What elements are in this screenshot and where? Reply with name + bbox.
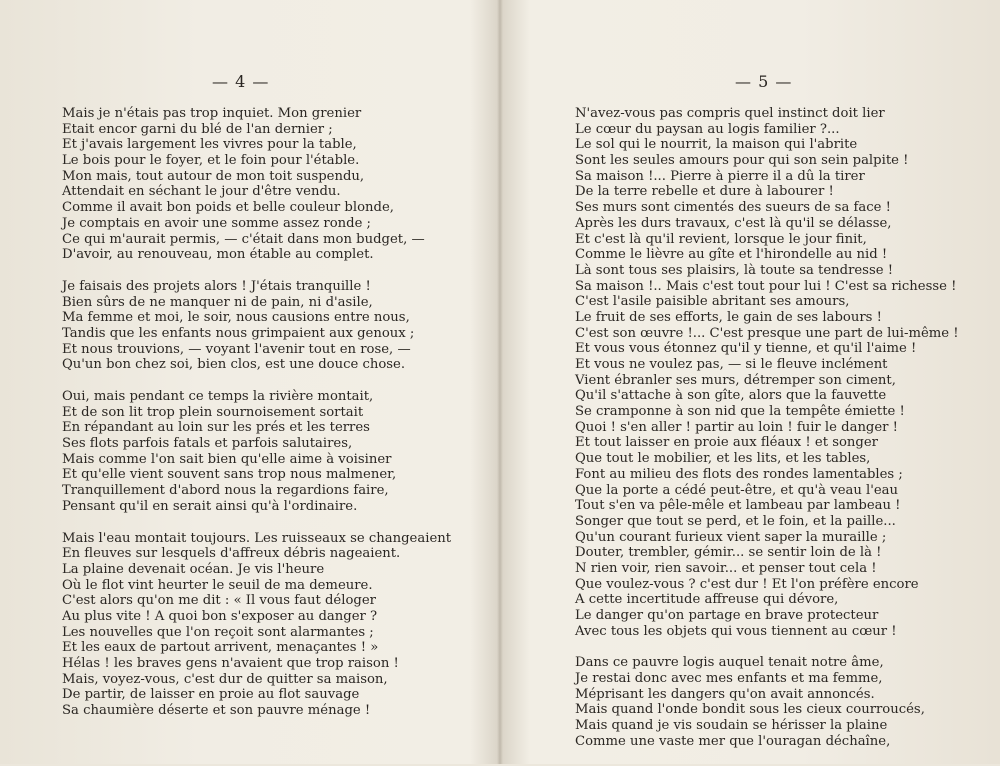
verse-line: Mais quand je vis soudain se hérisser la plaine <box>575 718 888 734</box>
verse-line: Où le flot vint heurter le seuil de ma demeure. <box>62 577 373 593</box>
verse-line: C'est son œuvre !... C'est presque une part de lui-même ! <box>575 325 959 341</box>
verse-line: La plaine devenait océan. Je vis l'heure <box>62 561 325 577</box>
verse-line: Méprisant les dangers qu'on avait annoncés. <box>575 686 875 702</box>
verse-line: N'avez-vous pas compris quel instinct doit lier <box>575 106 885 121</box>
verse-line: Pensant qu'il en serait ainsi qu'à l'ordinaire. <box>62 498 358 514</box>
verse-line: Le sol qui le nourrit, la maison qui l'abrite <box>575 137 858 153</box>
verse-line: Le fruit de ses efforts, le gain de ses labours ! <box>575 309 882 325</box>
verse-line: Je restai donc avec mes enfants et ma femme, <box>575 671 883 687</box>
verse-line: Et vous vous étonnez qu'il y tienne, et qu'il l'aime ! <box>575 341 917 357</box>
verse-line: Douter, trembler, gémir... se sentir loin de là ! <box>575 545 882 561</box>
verse-line: Ses flots parfois fatals et parfois salutaires, <box>62 436 353 452</box>
verse-line: Le danger qu'on partage en brave protecteur <box>575 608 879 623</box>
verse-line: Comme il avait bon poids et belle couleur blonde, <box>62 200 394 216</box>
verse-line: Mais, voyez-vous, c'est dur de quitter sa maison, <box>62 671 388 687</box>
verse-line: Qu'il s'attache à son gîte, alors que la fauvette <box>575 388 887 404</box>
verse-line: Ses murs sont cimentés des sueurs de sa face ! <box>575 200 891 216</box>
verse-line: Et vous ne voulez pas, — si le fleuve inclément <box>575 357 888 372</box>
verse-line: Sont les seules amours pour qui son sein palpite ! <box>575 153 909 169</box>
verse-line: Hélas ! les braves gens n'avaient que trop raison ! <box>62 656 399 671</box>
verse-line: Tandis que les enfants nous grimpaient aux genoux ; <box>62 325 415 341</box>
verse-line: Songer que tout se perd, et le foin, et la paille... <box>575 513 896 529</box>
verse-line: Les nouvelles que l'on reçoit sont alarmantes ; <box>62 624 374 640</box>
verse-line: Qu'un courant furieux vient saper la muraille ; <box>575 529 887 545</box>
stanza <box>62 531 451 719</box>
verse-line: C'est l'asile paisible abritant ses amours, <box>575 294 850 310</box>
verse-line: Bien sûrs de ne manquer ni de pain, ni d'asile, <box>62 294 373 310</box>
verse-line: Mais quand l'onde bondit sous les cieux courroucés, <box>575 702 925 718</box>
verse-line: Attendait en séchant le jour d'être vendu. <box>62 184 341 200</box>
verse-line: Que tout le mobilier, et les lits, et les tables, <box>575 451 871 467</box>
verse-line: Que voulez-vous ? c'est dur ! Et l'on préfère encore <box>575 576 919 592</box>
verse-line: Tranquillement d'abord nous la regardions faire, <box>62 483 389 499</box>
verse-line: Quoi ! s'en aller ! partir au loin ! fuir le danger ! <box>575 419 898 435</box>
verse-line: Et c'est là qu'il revient, lorsque le jour finit, <box>575 231 867 247</box>
verse-line: En fleuves sur lesquels d'affreux débris nageaient. <box>62 546 401 562</box>
verse-line: N rien voir, rien savoir... et penser tout cela ! <box>575 560 877 576</box>
stanza <box>62 106 451 263</box>
verse-line: Et les eaux de partout arrivent, menaçantes ! » <box>62 640 379 656</box>
verse-line: Et nous trouvions, — voyant l'avenir tout en rose, — <box>62 341 411 357</box>
verse-line: Sa maison !... Pierre à pierre il a dû la tirer <box>575 168 865 184</box>
verse-line: En répandant au loin sur les prés et les terres <box>62 420 370 436</box>
verse-line: A cette incertitude affreuse qui dévore, <box>575 592 839 608</box>
stanza <box>62 389 451 515</box>
verse-line: Je comptais en avoir une somme assez ronde ; <box>62 215 372 231</box>
poem-text <box>62 106 451 735</box>
verse-line: Je faisais des projets alors ! J'étais tranquille ! <box>62 278 371 294</box>
verse-line: Et j'avais largement les vivres pour la table, <box>62 137 357 153</box>
verse-line: Sa maison !.. Mais c'est tout pour lui ! C'est sa richesse ! <box>575 278 957 294</box>
verse-line: C'est alors qu'on me dit : « Il vous faut déloger <box>62 593 376 609</box>
poem-text <box>575 106 959 766</box>
verse-line: Comme le lièvre au gîte et l'hirondelle au nid ! <box>575 247 888 263</box>
verse-line: Tout s'en va pêle-mêle et lambeau par lambeau ! <box>575 498 901 514</box>
verse-line: Se cramponne à son nid que la tempête émiette ! <box>575 404 905 420</box>
page-number: — 4 — <box>212 72 270 91</box>
verse-line: De la terre rebelle et dure à labourer ! <box>575 184 834 200</box>
verse-line: Le bois pour le foyer, et le foin pour l'étable. <box>62 153 360 169</box>
verse-line: Font au milieu des flots des rondes lamentables ; <box>575 466 903 482</box>
verse-line: Mais je n'étais pas trop inquiet. Mon grenier <box>62 106 362 121</box>
verse-line: Vient ébranler ses murs, détremper son ciment, <box>575 372 896 388</box>
stanza <box>62 279 451 373</box>
verse-line: Et qu'elle vient souvent sans trop nous malmener, <box>62 467 397 483</box>
verse-line: Dans ce pauvre logis auquel tenait notre âme, <box>575 655 884 671</box>
verse-line: Là sont tous ses plaisirs, là toute sa tendresse ! <box>575 262 894 278</box>
verse-line: De partir, de laisser en proie au flot sauvage <box>62 687 360 703</box>
verse-line: Qu'un bon chez soi, bien clos, est une douce chose. <box>62 357 406 373</box>
verse-line: D'avoir, au renouveau, mon étable au complet. <box>62 247 374 263</box>
verse-line: Avec tous les objets qui vous tiennent au cœur ! <box>575 623 897 639</box>
page-number: — 5 — <box>735 72 793 91</box>
verse-line: Sa chaumière déserte et son pauvre ménage ! <box>62 703 371 719</box>
verse-line: Et de son lit trop plein sournoisement sortait <box>62 404 364 420</box>
verse-line: Au plus vite ! A quoi bon s'exposer au danger ? <box>62 608 378 624</box>
verse-line: Après les durs travaux, c'est là qu'il se délasse, <box>575 215 892 231</box>
verse-line: Que la porte a cédé peut-être, et qu'à veau l'eau <box>575 482 899 498</box>
right-page <box>503 0 1000 764</box>
left-page <box>0 0 497 764</box>
stanza <box>575 655 959 749</box>
verse-line: Ce qui m'aurait permis, — c'était dans mon budget, — <box>62 231 425 247</box>
verse-line: Le cœur du paysan au logis familier ?... <box>575 121 840 137</box>
verse-line: Mais l'eau montait toujours. Les ruisseaux se changeaient <box>62 530 452 546</box>
verse-line: Et tout laisser en proie aux fléaux ! et songer <box>575 435 878 451</box>
verse-line: Mon mais, tout autour de mon toit suspendu, <box>62 168 365 184</box>
stanza <box>575 106 959 639</box>
verse-line: Etait encor garni du blé de l'an dernier ; <box>62 121 333 137</box>
verse-line: Mais comme l'on sait bien qu'elle aime à voisiner <box>62 451 392 467</box>
verse-line: Ma femme et moi, le soir, nous causions entre nous, <box>62 310 410 326</box>
verse-line: Oui, mais pendant ce temps la rivière montait, <box>62 389 374 404</box>
verse-line: Comme une vaste mer que l'ouragan déchaîne, <box>575 733 891 749</box>
